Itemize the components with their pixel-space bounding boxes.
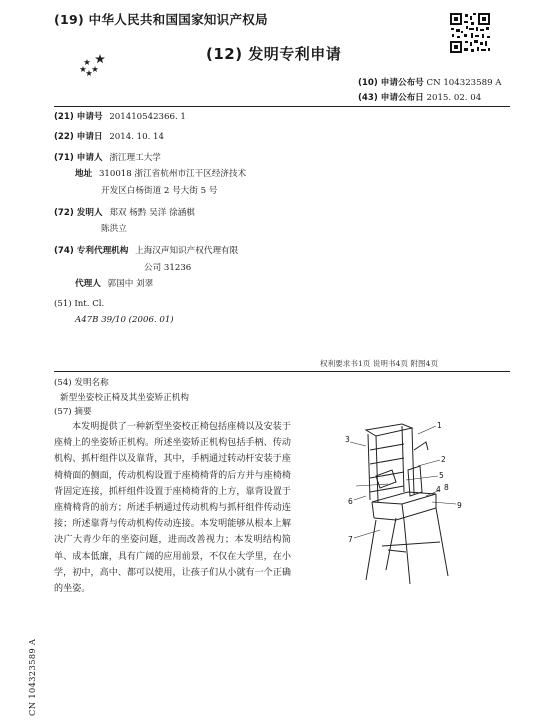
intcl-label: (51) Int. Cl. [54, 299, 105, 309]
side-publication-code: CN 104323589 A [27, 638, 37, 716]
inventors-line-1: 郑双 杨黔 吴洋 徐涵棋 [109, 208, 195, 218]
publication-number: CN 104323589 A [426, 78, 502, 88]
inventors-line-2: 陈洪立 [101, 224, 127, 234]
application-date-row [54, 130, 164, 144]
abstract-label: (57) 摘要 [54, 407, 92, 417]
figure-label-3: 3 [345, 435, 350, 444]
abstract-text: 本发明提供了一种新型坐姿校正椅包括座椅以及安装于座椅上的坐姿矫正机构。所述坐姿矫正机构包括手柄、传动机构、抓杆组件以及靠背，其中，手柄通过转动杆安装于座椅椅面的侧面，传动机构设置于座椅椅背的后方并与座椅椅背固定连接，抓杆组件设置于座椅椅背的上方，靠背设置于座椅椅背的前方；所述手柄通过传动机构与抓杆组件传动连接；所述靠背与传动机构传动连接。本发明能够从根本上解决广大青少年的坐姿问题，进而改善视力；本发明结构简单、成本低廉，具有广阔的应用前景，不仅在大学里，在小学，初中，高中、都可以使用，让孩子们从小就有一个正确的坐姿。 [54, 422, 291, 595]
application-number-label: (21) 申请号 [54, 112, 103, 122]
figure-label-8: 8 [444, 483, 449, 492]
qr-code [449, 12, 491, 54]
invention-title: 新型坐姿校正椅及其坐姿矫正机构 [60, 393, 189, 403]
agency-label: (74) 专利代理机构 [54, 246, 129, 256]
agent-label: 代理人 [75, 279, 101, 289]
page-count-summary: 权利要求书1页 说明书4页 附图4页 [320, 359, 439, 368]
address-label: 地址 [75, 169, 93, 179]
application-date-label: (22) 申请日 [54, 132, 103, 142]
agency-row [54, 244, 238, 258]
summary-divider [54, 371, 510, 372]
header-divider [54, 106, 510, 107]
applicant-row [54, 151, 161, 165]
agency-line-1: 上海汉声知识产权代理有限 [135, 246, 239, 256]
application-date: 2014. 10. 14 [109, 132, 164, 142]
patent-office-name: (19) 中华人民共和国国家知识产权局 [54, 12, 268, 27]
intcl-value: A47B 39/10 (2006. 01) [75, 315, 174, 325]
publication-date-label: (43) 申请公布日 [358, 92, 424, 103]
inventors-row [54, 206, 195, 220]
figure-label-9: 9 [457, 501, 462, 510]
title-label: (54) 发明名称 [54, 378, 109, 388]
publication-date: 2015. 02. 04 [426, 92, 482, 103]
address-line-2: 开发区白杨街道 2 号大街 5 号 [101, 186, 218, 196]
document-type-title: (12) 发明专利申请 [206, 45, 342, 63]
figure-label-2: 2 [441, 455, 446, 464]
address-line-1: 310018 浙江省杭州市江干区经济技术 [98, 169, 247, 179]
publication-number-label: (10) 申请公布号 [358, 78, 424, 88]
figure-label-7: 7 [348, 535, 353, 544]
applicant: 浙江理工大学 [109, 153, 161, 163]
applicant-label: (71) 申请人 [54, 153, 103, 163]
agency-line-2: 公司 31236 [144, 263, 192, 273]
chair-drawing [336, 420, 476, 588]
stars-emblem [78, 52, 106, 78]
agent-row [75, 277, 153, 291]
figure-label-5: 5 [439, 471, 444, 480]
application-number-row [54, 110, 186, 124]
publication-info [358, 76, 502, 105]
figure-label-4: 4 [436, 485, 441, 494]
figure-label-6: 6 [348, 497, 353, 506]
inventors-label: (72) 发明人 [54, 208, 103, 218]
application-number: 201410542366. 1 [109, 112, 186, 122]
figure-label-1: 1 [437, 421, 442, 430]
address-row [75, 167, 246, 181]
agent: 郭国中 刘翠 [107, 279, 154, 289]
